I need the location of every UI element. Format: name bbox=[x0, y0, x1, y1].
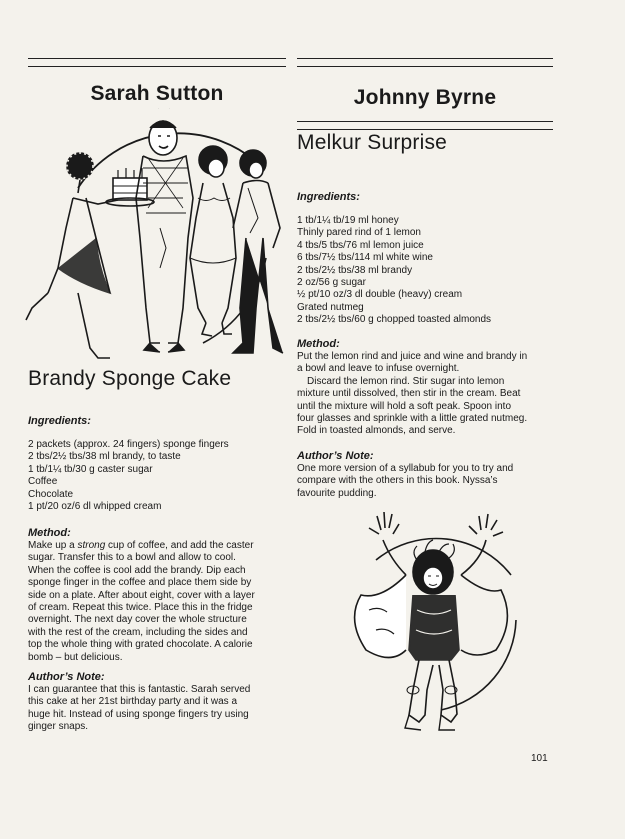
method-line: of cream. Repeat this twice. Place this in the fridge bbox=[28, 602, 253, 614]
note-line: I can guarantee that this is fantastic. Sarah served bbox=[28, 684, 251, 695]
method-line: a bowl and leave to infuse overnight. bbox=[297, 363, 460, 375]
method-line: When the coffee is cool add the brandy. Dip each bbox=[28, 564, 246, 576]
method-line: until the mixture will hold a soft peak. Spoon into bbox=[297, 400, 512, 412]
ingredients-list bbox=[297, 215, 491, 327]
ingredient-item: Coffee bbox=[28, 476, 58, 488]
method-line: overnight. The next day cover the whole structure bbox=[28, 614, 247, 626]
ingredient-item: 2 packets (approx. 24 fingers) sponge fingers bbox=[28, 439, 229, 450]
note-line: this cake at her 21st birthday party and it was a bbox=[28, 696, 237, 708]
method-line: top the whole thing with grated chocolate. A calorie bbox=[28, 639, 253, 651]
page-number: 101 bbox=[531, 753, 548, 764]
recipe-title: Melkur Surprise bbox=[297, 131, 448, 154]
ingredient-item: 2 tbs/2½ tbs/38 ml brandy, to taste bbox=[28, 451, 181, 463]
ingredient-item: 2 tbs/2½ tbs/38 ml brandy bbox=[297, 264, 413, 276]
title-rule bbox=[297, 121, 553, 130]
method-line: Put the lemon rind and juice and wine and brandy in bbox=[297, 351, 528, 362]
method-text bbox=[297, 351, 527, 438]
author-note-heading: Author’s Note: bbox=[28, 671, 105, 683]
method-heading: Method: bbox=[297, 338, 340, 350]
method-line: mixture until dissolved, then stir in the cream. Beat bbox=[297, 388, 521, 400]
note-line: One more version of a syllabub for you to try and bbox=[297, 463, 514, 474]
ingredient-item: ½ pt/10 oz/3 dl double (heavy) cream bbox=[297, 289, 463, 301]
top-rule bbox=[28, 58, 286, 67]
author-note-heading: Author’s Note: bbox=[297, 450, 374, 462]
method-line: with the rest of the cream, including the sides and bbox=[28, 626, 248, 638]
method-line: Make up a strong cup of coffee, and add the caster bbox=[28, 540, 254, 551]
note-line: favourite pudding. bbox=[297, 487, 377, 499]
ingredient-item: Grated nutmeg bbox=[297, 301, 364, 313]
author-note-text bbox=[28, 684, 250, 734]
author-name: Johnny Byrne bbox=[353, 86, 497, 109]
method-line: four glasses and sprinkle with a little grated nutmeg. bbox=[297, 413, 528, 425]
method-line: Discard the lemon rind. Stir sugar into lemon bbox=[307, 375, 505, 387]
method-line: side on a plate. After about eight, cover with a layer bbox=[28, 589, 255, 601]
note-line: huge hit. Instead of using sponge fingers try using bbox=[28, 708, 249, 720]
ingredient-item: 1 tb/1¼ tb/30 g caster sugar bbox=[28, 463, 153, 475]
ingredient-item: 6 tbs/7½ tbs/114 ml white wine bbox=[297, 252, 433, 264]
method-text bbox=[28, 540, 255, 664]
author-note-text bbox=[297, 463, 513, 500]
method-line: bomb – but delicious. bbox=[28, 651, 123, 663]
melkur-illustration bbox=[321, 500, 531, 740]
method-line: Fold in toasted almonds, and serve. bbox=[297, 425, 456, 437]
recipe-title: Brandy Sponge Cake bbox=[28, 367, 232, 390]
method-line: sugar. Transfer this to a bowl and allow to cool. bbox=[28, 552, 236, 564]
method-heading: Method: bbox=[28, 527, 71, 539]
ingredient-item: Chocolate bbox=[28, 488, 74, 500]
ingredients-heading: Ingredients: bbox=[297, 191, 360, 203]
method-line: sponge finger in the coffee and place them side by bbox=[28, 577, 252, 589]
note-line: compare with the others in this book. Nyssa’s bbox=[297, 475, 498, 487]
top-rule bbox=[297, 58, 553, 67]
party-illustration bbox=[18, 108, 288, 363]
ingredients-list bbox=[28, 439, 229, 513]
ingredient-item: 1 pt/20 oz/6 dl whipped cream bbox=[28, 501, 162, 513]
ingredient-item: 2 tbs/2½ tbs/60 g chopped toasted almonds bbox=[297, 314, 492, 326]
ingredient-item: 1 tb/1¼ tb/19 ml honey bbox=[297, 215, 399, 226]
ingredient-item: Thinly pared rind of 1 lemon bbox=[297, 227, 421, 239]
ingredients-heading: Ingredients: bbox=[28, 415, 91, 427]
ingredient-item: 2 oz/56 g sugar bbox=[297, 277, 366, 289]
note-line: ginger snaps. bbox=[28, 721, 89, 733]
ingredient-item: 4 tbs/5 tbs/76 ml lemon juice bbox=[297, 239, 424, 251]
author-name: Sarah Sutton bbox=[90, 82, 224, 105]
